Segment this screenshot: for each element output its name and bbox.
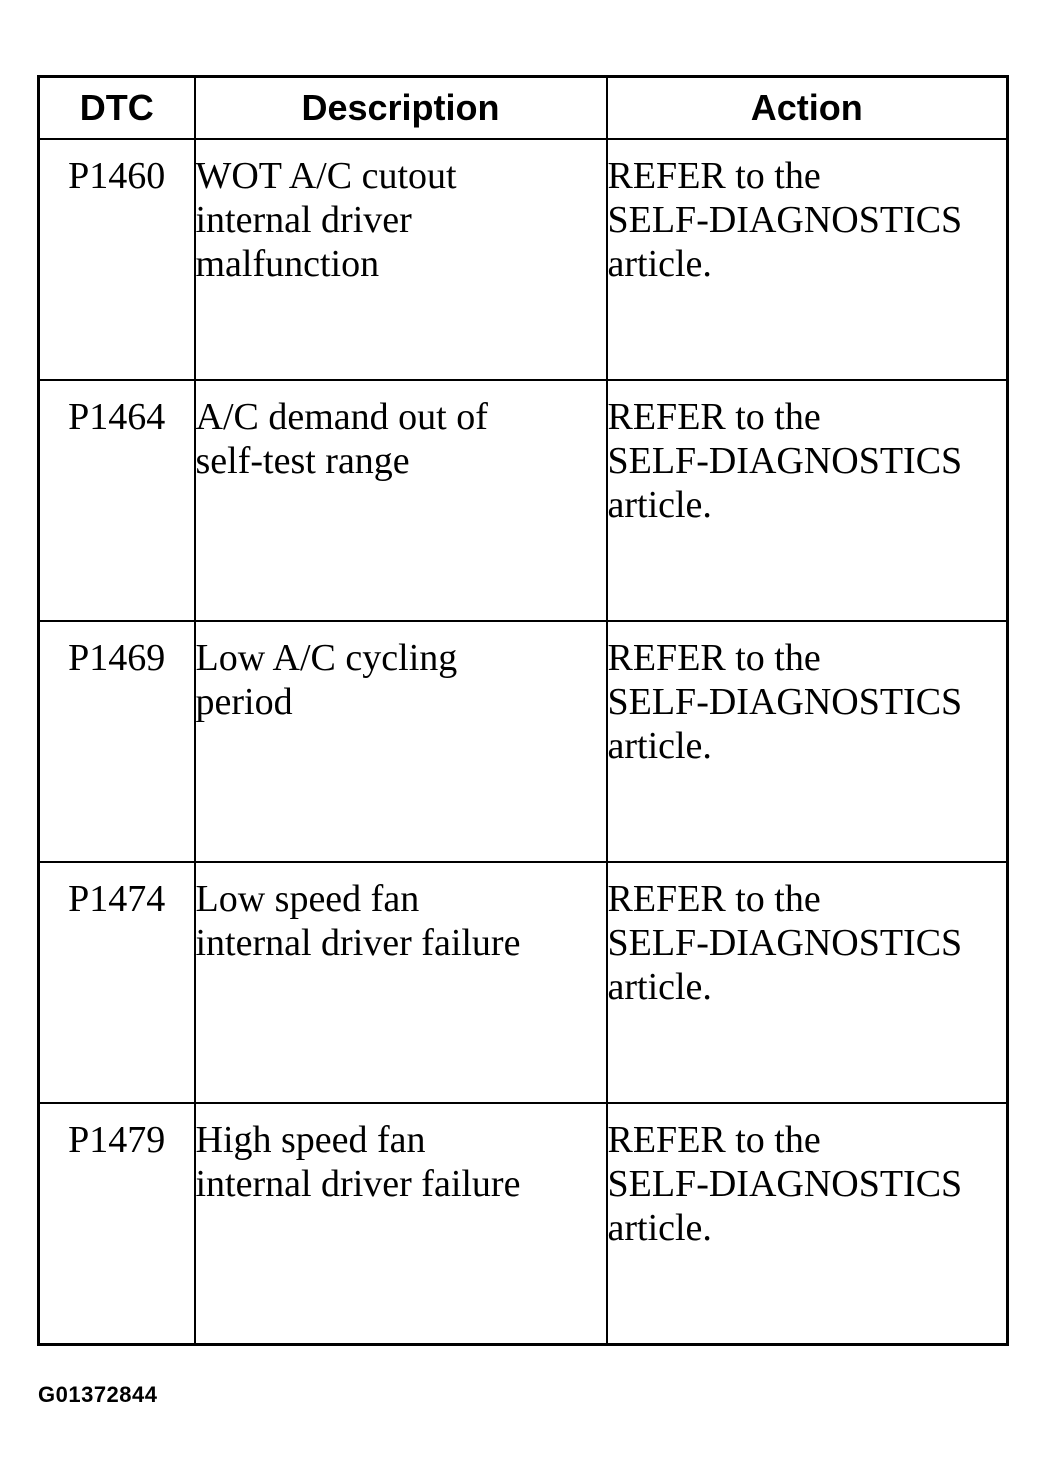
description-line: Low A/C cycling — [195, 637, 458, 679]
description-line: self-test range — [195, 440, 410, 482]
description-line: period — [195, 681, 293, 723]
header-description: Description — [195, 77, 607, 140]
description-line: High speed fan — [195, 1119, 426, 1161]
action-line: REFER to the — [607, 878, 821, 920]
dtc-code: P1469 — [39, 621, 195, 862]
table-row — [39, 139, 1008, 380]
description-line: A/C demand out of — [195, 396, 488, 438]
action-cell — [607, 862, 1008, 1103]
action-cell — [607, 1103, 1008, 1344]
action-line: article. — [607, 484, 712, 526]
dtc-code: P1464 — [39, 380, 195, 621]
action-line: article. — [607, 725, 712, 767]
action-line: REFER to the — [607, 1119, 821, 1161]
description-cell — [195, 862, 607, 1103]
table-row — [39, 1103, 1008, 1344]
action-cell — [607, 139, 1008, 380]
action-line: article. — [607, 1207, 712, 1249]
dtc-code: P1479 — [39, 1103, 195, 1344]
action-line: article. — [607, 966, 712, 1008]
action-line: REFER to the — [607, 637, 821, 679]
description-line: Low speed fan — [195, 878, 420, 920]
dtc-table — [37, 75, 1009, 1346]
header-action: Action — [607, 77, 1008, 140]
table-row — [39, 380, 1008, 621]
action-cell — [607, 380, 1008, 621]
description-line: internal driver failure — [195, 922, 521, 964]
header-row — [39, 77, 1008, 140]
description-cell — [195, 621, 607, 862]
table-row — [39, 621, 1008, 862]
header-dtc: DTC — [39, 77, 195, 140]
action-line: REFER to the — [607, 396, 821, 438]
dtc-code: P1460 — [39, 139, 195, 380]
action-line: SELF-DIAGNOSTICS — [607, 681, 963, 723]
description-line: WOT A/C cutout — [195, 155, 457, 197]
action-line: SELF-DIAGNOSTICS — [607, 1163, 963, 1205]
action-line: article. — [607, 243, 712, 285]
action-line: SELF-DIAGNOSTICS — [607, 199, 963, 241]
dtc-code: P1474 — [39, 862, 195, 1103]
description-cell — [195, 380, 607, 621]
description-cell — [195, 139, 607, 380]
description-line: internal driver — [195, 199, 412, 241]
description-line: internal driver failure — [195, 1163, 521, 1205]
action-line: SELF-DIAGNOSTICS — [607, 440, 963, 482]
action-line: REFER to the — [607, 155, 821, 197]
description-line: malfunction — [195, 243, 380, 285]
figure-id: G01372844 — [38, 1382, 158, 1407]
action-line: SELF-DIAGNOSTICS — [607, 922, 963, 964]
description-cell — [195, 1103, 607, 1344]
action-cell — [607, 621, 1008, 862]
table-row — [39, 862, 1008, 1103]
